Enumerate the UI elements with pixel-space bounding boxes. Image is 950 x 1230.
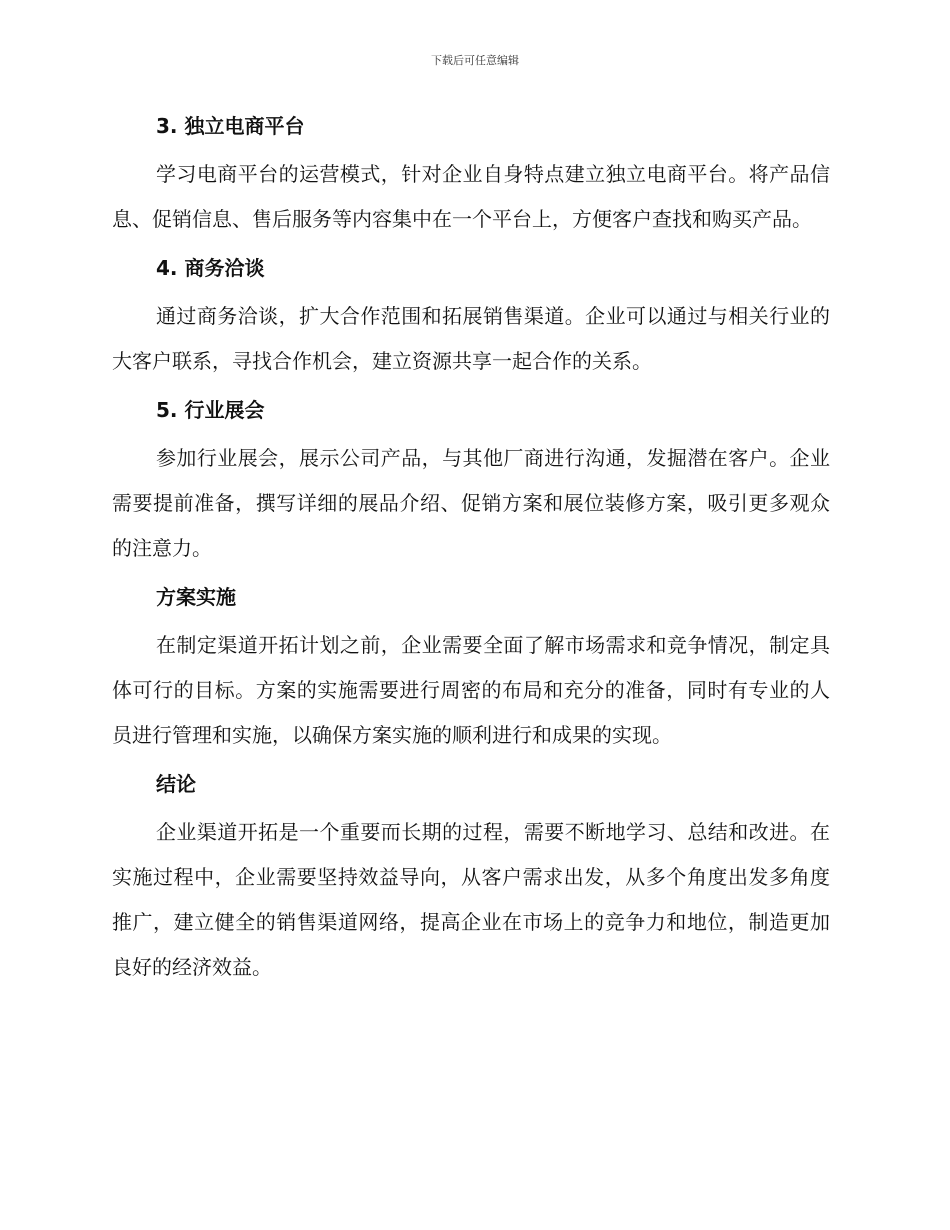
section-paragraph-business-negotiation: 通过商务洽谈，扩大合作范围和拓展销售渠道。企业可以通过与相关行业的大客户联系，寻找合作机会，建立资源共享一起合作的关系。 xyxy=(112,304,830,373)
section-paragraph-implementation: 在制定渠道开拓计划之前，企业需要全面了解市场需求和竞争情况，制定具体可行的目标。方案的实施需要进行周密的布局和充分的准备，同时有专业的人员进行管理和实施，以确保方案实施的顺利进行和成果的实现。 xyxy=(112,633,830,747)
section-heading-conclusion: 结论 xyxy=(156,772,196,796)
section-heading-business-negotiation: 4. 商务洽谈 xyxy=(156,256,265,280)
document-body xyxy=(112,108,830,990)
page-header: 下载后可任意编辑 xyxy=(431,54,519,67)
section-heading-implementation: 方案实施 xyxy=(156,585,236,609)
section-heading-trade-show: 5. 行业展会 xyxy=(156,398,265,422)
section-paragraph-trade-show: 参加行业展会，展示公司产品，与其他厂商进行沟通，发掘潜在客户。企业需要提前准备，撰写详细的展品介绍、促销方案和展位装修方案，吸引更多观众的注意力。 xyxy=(112,446,830,560)
section-heading-independent-ecommerce: 3. 独立电商平台 xyxy=(156,114,305,138)
section-paragraph-conclusion: 企业渠道开拓是一个重要而长期的过程，需要不断地学习、总结和改进。在实施过程中，企业需要坚持效益导向，从客户需求出发，从多个角度出发多角度推广，建立健全的销售渠道网络，提高企业在市场上的竞争力和地位，制造更加良好的经济效益。 xyxy=(112,820,830,979)
section-paragraph-independent-ecommerce: 学习电商平台的运营模式，针对企业自身特点建立独立电商平台。将产品信息、促销信息、售后服务等内容集中在一个平台上，方便客户查找和购买产品。 xyxy=(112,162,830,231)
